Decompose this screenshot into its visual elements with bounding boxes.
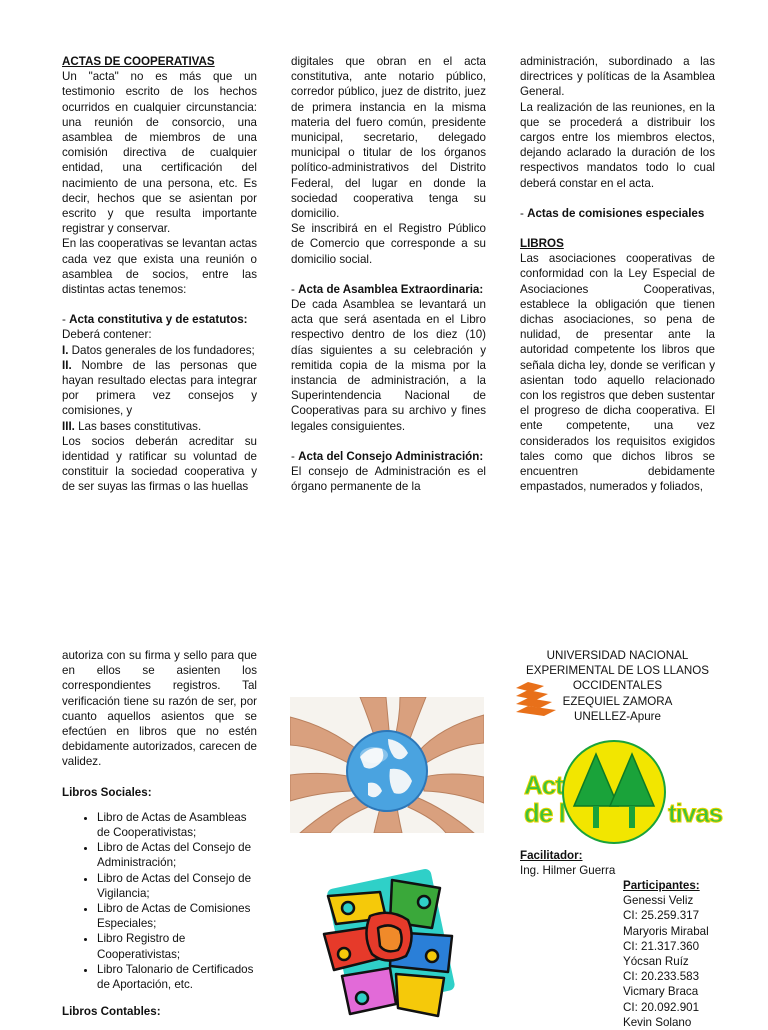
paragraph: Se inscribirá en el Registro Público de Comercio que corresponde a su domicilio social.: [291, 222, 486, 266]
paragraph: El consejo de Administración es el órgano permanente de la: [291, 465, 486, 494]
twin-trees-logo: [560, 740, 668, 844]
participant-line: CI: 25.259.317: [623, 909, 700, 923]
section-title: LIBROS: [520, 237, 564, 251]
paragraph: autoriza con su firma y sello para que en ellos se asienten los correspondientes registros. Tal verificación tiene su razón de ser, por cuanto aquellos asientos que se efectúen en libros que no estén debidamente autorizados, carecen de validez.: [62, 649, 257, 769]
participant-line: CI: 20.233.583: [623, 970, 700, 984]
participant-line: Maryoris Mirabal: [623, 924, 709, 938]
participant-line: CI: 21.317.360: [623, 939, 700, 953]
subheading: - Acta del Consejo Administración:: [291, 449, 484, 463]
list-item: II. Nombre de las personas que hayan resultado electas para integrar por primera vez consejos y comisiones, y: [62, 358, 257, 418]
hands-globe-photo: [290, 697, 484, 833]
university-line: OCCIDENTALES: [572, 679, 663, 693]
facilitador-label: Facilitador:: [520, 849, 583, 862]
subheading: Libros Contables:: [62, 1005, 161, 1019]
top-column-1: [62, 54, 257, 495]
paragraph: La realización de las reuniones, en la que se procederá a distribuir los cargos entre los miembros electos, dejando aclarado la duración de los respectivos mandatos todo lo cual deberá constar en el acta.: [520, 100, 715, 190]
university-line: EZEQUIEL ZAMORA: [562, 694, 673, 708]
participant-line: Vicmary Braca: [623, 985, 699, 999]
paragraph: En las cooperativas se levantan actas cada vez que exista una reunión o asamblea de socios, entre las distintas actas tenemos:: [62, 237, 257, 297]
credits-block: [520, 848, 720, 878]
list-item: • Libro de Actas del Consejo de Administración;: [97, 840, 257, 870]
list-item: III. Las bases constitutivas.: [62, 419, 202, 433]
participant-line: Genessi Veliz: [623, 894, 694, 908]
subheading: Libros Sociales:: [62, 785, 152, 799]
list-item: • Libro Talonario de Certificados de Aportación, etc.: [97, 962, 257, 992]
wordart-line-2b: tivas: [668, 798, 723, 828]
participant-line: Kevin Solano: [623, 1015, 692, 1029]
paragraph: De cada Asamblea se levantará un acta que será asentada en el Libro respectivo dentro de los diez (10) días siguientes a su celebración y remitida copia de la misma por la instancia de administración, a la Superintendencia Nacional de Cooperativas para su archivo y fines legales consiguientes.: [291, 298, 486, 433]
paragraph: administración, subordinado a las directrices y políticas de la Asamblea General.: [520, 55, 715, 99]
list-item: • Libro de Actas de Asambleas de Cooperativistas;: [97, 810, 257, 840]
subheading: - Actas de comisiones especiales: [520, 206, 705, 220]
subheading: - Acta constitutiva y de estatutos:: [62, 313, 248, 327]
paragraph: Las asociaciones cooperativas de conformidad con la Ley Especial de Asociaciones Cooperativas, establece la obligación que tienen dichas asociaciones, so pena de nulidad, de presentar ante la autoridad competente los libros que señala dicha ley, donde se verifican y asientan todo aquello relacionado con los registros que deben sustentar el progreso de dicha cooperativa. El ente competente, una vez considerados los requisitos exigidos tales como que dichos libros se encuentren debidamente empastados, numerados y foliados,: [520, 252, 715, 494]
bottom-column-1: [62, 648, 257, 1019]
cooperative-logo-title: [520, 740, 730, 844]
paragraph: Los socios deberán acreditar su identidad y ratificar su voluntad de constituir la sociedad cooperativa y de ser suyas las firmas o las huellas: [62, 434, 257, 494]
list-item: I. Datos generales de los fundadores;: [62, 343, 255, 357]
list-item: • Libro de Actas de Comisiones Especiales;: [97, 901, 257, 931]
list-item: • Libro Registro de Cooperativistas;: [97, 931, 257, 961]
university-line: UNELLEZ-Apure: [574, 709, 661, 723]
top-column-2: [291, 54, 486, 494]
participantes-label: Participantes:: [623, 879, 700, 892]
libros-sociales-list: [62, 810, 257, 992]
top-column-3: [520, 54, 715, 494]
university-line: EXPERIMENTAL DE LOS LLANOS: [526, 664, 709, 678]
wordart-line-2a: de l: [524, 798, 565, 828]
paragraph: Un "acta" no es más que un testimonio escrito de los hechos ocurridos en cualquier circunstancia: una reunión de consorcio, una asamblea de miembros de una comisión directiva de cualquier entidad, una certificación del nacimiento de una persona, etc. Es decir, hechos que se asientan por escrito y que resulta importante registrar y conservar.: [62, 70, 257, 236]
puzzle-hands-clipart: [320, 858, 458, 1024]
paragraph: Deberá contener:: [62, 328, 152, 342]
participant-line: Yócsan Ruíz: [623, 955, 689, 969]
paragraph: digitales que obran en el acta constitutiva, ante notario público, corredor público, juez de distrito, juez de primera instancia en la misma materia del fuero común, presidente municipal, secretario, delegado municipal o titular de los órganos político-administrativos del Distrito Federal, del lugar en donde la sociedad cooperativa tenga su domicilio.: [291, 55, 486, 221]
participantes-block: [623, 878, 743, 1030]
facilitador-name: Ing. Hilmer Guerra: [520, 864, 616, 878]
subheading: - Acta de Asamblea Extraordinaria:: [291, 282, 484, 296]
section-title: ACTAS DE COOPERATIVAS: [62, 55, 215, 68]
participant-line: CI: 20.092.901: [623, 1000, 700, 1014]
unellez-logo: [514, 680, 560, 716]
list-item: • Libro de Actas del Consejo de Vigilancia;: [97, 871, 257, 901]
wordart-line-1: Act: [524, 770, 563, 800]
university-line: UNIVERSIDAD NACIONAL: [546, 649, 689, 662]
